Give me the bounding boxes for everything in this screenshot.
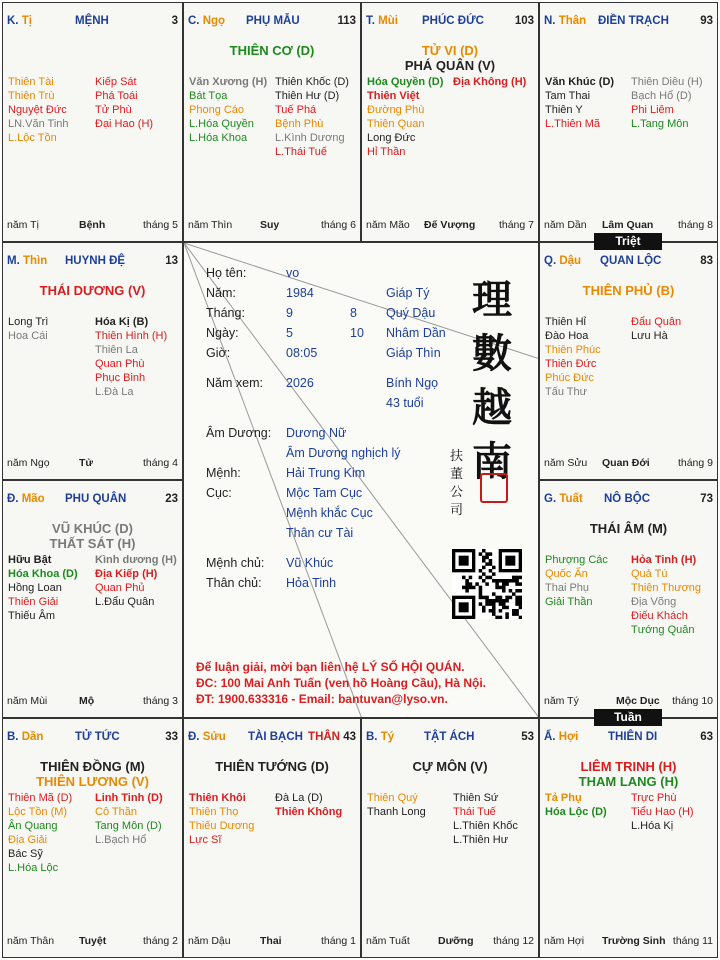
palace-branch: T. Mùi xyxy=(366,15,398,27)
palace-footer xyxy=(544,695,713,709)
minor-star: Thiên Quan xyxy=(367,118,425,130)
triet-badge: Triệt xyxy=(594,233,662,250)
minor-star: Thiên Quý xyxy=(367,792,418,804)
footer-year: năm Mùi xyxy=(7,695,48,707)
label-nam-xem: Năm xem: xyxy=(206,376,263,390)
minor-star: Thai Phụ xyxy=(545,582,590,594)
minor-star: Thiếu Dương xyxy=(189,820,255,832)
footer-year: năm Thân xyxy=(7,935,55,947)
palace-dau[interactable] xyxy=(539,242,718,480)
footer-month: tháng 8 xyxy=(677,219,713,231)
palace-age-number: 73 xyxy=(700,493,713,505)
minor-star: Quan Phủ xyxy=(95,582,145,594)
footer-year: năm Dậu xyxy=(188,935,231,947)
minor-star: Lộc Tồn (M) xyxy=(8,806,68,818)
minor-star: L.Lộc Tồn xyxy=(8,132,57,144)
minor-star: Thiên Trù xyxy=(8,90,55,102)
minor-star: Nguyệt Đức xyxy=(8,104,67,116)
main-star: THÁI ÂM (M) xyxy=(589,521,668,536)
minor-star: Phi Liêm xyxy=(631,104,674,116)
star-column-right xyxy=(275,75,349,159)
value-gio-can: Giáp Thìn xyxy=(386,346,441,360)
minor-star: Quả Tú xyxy=(631,568,668,580)
minor-star: Thiên Y xyxy=(545,104,583,116)
minor-star: Hóa Quyền (D) xyxy=(367,76,444,88)
main-star: THẤT SÁT (H) xyxy=(49,536,136,551)
minor-star: Tử Phù xyxy=(95,104,132,116)
minor-star: Lực Sĩ xyxy=(189,834,222,846)
palace-age-number: 33 xyxy=(165,731,178,743)
star-column-right xyxy=(631,75,703,131)
star-column-right xyxy=(95,791,163,847)
main-star: THIÊN TƯỚNG (D) xyxy=(215,759,329,774)
star-column-right xyxy=(95,553,177,609)
minor-star: Địa Võng xyxy=(631,596,677,608)
minor-star: Phong Cáo xyxy=(189,104,245,116)
tuan-badge: Tuần xyxy=(594,709,662,726)
minor-star: L.Thiên Hư xyxy=(453,834,509,846)
value-nam-xem: 2026 xyxy=(286,376,314,390)
palace-name: QUAN LỘC xyxy=(600,255,662,267)
footer-month: tháng 11 xyxy=(672,935,713,947)
palace-mao[interactable] xyxy=(2,480,183,718)
star-column-left xyxy=(8,315,48,343)
minor-star: Thiên Mã (D) xyxy=(8,792,73,804)
palace-age-number: 93 xyxy=(700,15,713,27)
calligraphy-logo: 理 數 越 南 xyxy=(472,276,512,485)
palace-branch: M. Thìn xyxy=(7,255,48,267)
minor-star: L.Thái Tuế xyxy=(275,146,327,158)
footer-stage: Tử xyxy=(79,457,94,469)
star-column-left xyxy=(8,553,78,623)
footer-month: tháng 4 xyxy=(142,457,178,469)
value-than-chu: Hỏa Tinh xyxy=(286,576,337,590)
minor-star: Bát Tọa xyxy=(189,90,228,102)
minor-star: L.Hóa Quyền xyxy=(189,118,254,130)
value-thang-can: Quý Dậu xyxy=(386,306,436,320)
palace-age-number: 13 xyxy=(165,255,178,267)
palace-footer xyxy=(366,935,534,949)
main-star: THIÊN ĐỒNG (M) xyxy=(40,759,145,774)
palace-footer xyxy=(7,935,178,949)
qr-code-icon[interactable] xyxy=(452,549,522,619)
minor-star: L.Hóa Lộc xyxy=(8,862,59,874)
minor-star: Điếu Khách xyxy=(631,610,688,622)
star-column-right xyxy=(95,75,153,131)
minor-star: LN.Văn Tinh xyxy=(8,118,69,130)
footer-stage: Lâm Quan xyxy=(602,219,654,231)
palace-name: MỆNH xyxy=(75,15,109,27)
palace-ti[interactable] xyxy=(2,2,183,242)
minor-star: Đại Hao (H) xyxy=(95,118,154,130)
minor-star: Linh Tinh (D) xyxy=(95,792,163,804)
palace-name: NÔ BỘC xyxy=(604,493,650,505)
minor-star: Thiên Khốc (D) xyxy=(275,76,349,88)
palace-ty[interactable] xyxy=(361,718,539,958)
label-than-chu: Thân chủ: xyxy=(206,576,262,590)
footer-stage: Mộc Dục xyxy=(616,695,660,707)
palace-name: PHÚC ĐỨC xyxy=(422,15,484,27)
minor-star: Tướng Quân xyxy=(631,624,695,636)
label-gio: Giờ: xyxy=(206,346,231,360)
star-column-left xyxy=(8,75,69,145)
minor-star: L.Thiên Khốc xyxy=(453,820,518,832)
value-ngay-can: Nhâm Dần xyxy=(386,326,446,340)
value-gio: 08:05 xyxy=(286,346,318,360)
minor-star: Bạch Hổ (D) xyxy=(631,90,692,102)
footer-year: năm Ngọ xyxy=(7,457,50,469)
minor-star: Bác Sỹ xyxy=(8,848,43,860)
label-ngay: Ngày: xyxy=(206,326,239,340)
minor-star: Phục Binh xyxy=(95,372,146,384)
palace-branch: Đ. Sửu xyxy=(188,731,226,743)
footer-stage: Thai xyxy=(260,935,282,947)
star-column-right xyxy=(453,75,526,89)
main-star: THÁI DƯƠNG (V) xyxy=(39,283,146,298)
minor-star: Đào Hoa xyxy=(545,330,589,342)
minor-star: Thiên Đức xyxy=(545,358,597,370)
footer-month: tháng 1 xyxy=(320,935,356,947)
minor-star: Thiên Thọ xyxy=(189,806,239,818)
label-am-duong: Âm Dương: xyxy=(206,426,272,440)
palace-ngo[interactable] xyxy=(183,2,361,242)
value-nam-xem-can: Bính Ngọ xyxy=(386,376,439,390)
palace-thin[interactable] xyxy=(2,242,183,480)
palace-branch: B. Dần xyxy=(7,731,44,743)
palace-than[interactable] xyxy=(539,2,718,242)
palace-header xyxy=(7,731,178,745)
minor-star: Đẩu Quân xyxy=(631,316,682,328)
minor-star: Tam Thai xyxy=(545,90,591,102)
palace-name: HUYNH ĐỆ xyxy=(65,255,126,267)
contact-line-1: Để luận giải, mời bạn liên hệ LÝ SỐ HỘI QUÁN. xyxy=(196,660,465,674)
label-nam: Năm: xyxy=(206,286,236,300)
palace-name: TÀI BẠCH xyxy=(248,731,303,743)
minor-star: Thiên Diêu (H) xyxy=(631,76,703,88)
minor-star: Địa Không (H) xyxy=(453,76,527,88)
palace-branch: Đ. Mão xyxy=(7,493,45,505)
star-column-right xyxy=(631,791,694,833)
minor-star: Phượng Các xyxy=(545,554,608,566)
minor-star: Hóa Kị (B) xyxy=(95,316,149,328)
main-star: VŨ KHÚC (D) xyxy=(52,521,133,536)
center-info-panel xyxy=(183,242,539,718)
minor-star: Quốc Ấn xyxy=(545,568,588,580)
palace-branch: Ấ. Hợi xyxy=(544,731,579,743)
minor-star: L.Kình Dương xyxy=(275,132,345,144)
minor-star: Thiên Sứ xyxy=(453,792,499,804)
minor-star: Thiên Hỉ xyxy=(545,316,586,328)
minor-star: Phá Toái xyxy=(95,90,138,102)
value-thang-2: 8 xyxy=(350,306,357,320)
main-star: PHÁ QUÂN (V) xyxy=(404,58,496,73)
label-menh-chu: Mệnh chủ: xyxy=(206,556,265,570)
minor-star: Quan Phù xyxy=(95,358,145,370)
palace-name: TẬT ÁCH xyxy=(424,731,475,743)
palace-age-number: 113 xyxy=(337,15,356,27)
minor-star: Thiên La xyxy=(95,344,138,356)
palace-header xyxy=(7,255,178,269)
minor-star: Tấu Thư xyxy=(545,386,588,398)
minor-star: L.Tang Môn xyxy=(631,118,689,130)
footer-month: tháng 6 xyxy=(320,219,356,231)
minor-star: Thái Tuế xyxy=(453,806,496,818)
footer-month: tháng 3 xyxy=(142,695,178,707)
footer-month: tháng 9 xyxy=(677,457,713,469)
label-ho-ten: Họ tên: xyxy=(206,266,247,280)
minor-star: L.Hóa Khoa xyxy=(189,132,248,144)
palace-branch: C. Ngọ xyxy=(188,15,226,27)
palace-name: PHỤ MẪU xyxy=(246,15,300,27)
value-cuc-3: Thân cư Tài xyxy=(286,526,354,540)
star-column-left xyxy=(189,75,267,145)
palace-footer xyxy=(544,935,713,949)
footer-year: năm Tuất xyxy=(366,935,410,947)
footer-year: năm Tị xyxy=(7,219,39,231)
palace-header xyxy=(366,731,534,745)
minor-star: Tang Môn (D) xyxy=(95,820,162,832)
footer-year: năm Thìn xyxy=(188,219,233,231)
palace-age-number: 53 xyxy=(521,731,534,743)
minor-star: Thiên Hư (D) xyxy=(275,90,340,102)
main-star: TỬ VI (D) xyxy=(421,43,479,58)
palace-dan[interactable] xyxy=(2,718,183,958)
value-nam-can: Giáp Tý xyxy=(386,286,430,300)
palace-header xyxy=(7,493,178,507)
palace-name: PHU QUÂN xyxy=(65,493,127,505)
palace-footer xyxy=(366,219,534,233)
palace-branch: K. Tị xyxy=(7,15,32,27)
minor-star: Phúc Đức xyxy=(545,372,594,384)
minor-star: Đà La (D) xyxy=(275,792,323,804)
minor-star: Địa Giải xyxy=(8,834,48,846)
palace-header xyxy=(544,731,713,745)
palace-age-number: 43 xyxy=(343,731,356,743)
footer-stage: Bệnh xyxy=(79,219,106,231)
minor-star: Hóa Lộc (D) xyxy=(545,806,607,818)
minor-star: Long Đức xyxy=(367,132,416,144)
palace-footer xyxy=(544,219,713,233)
contact-line-3: ĐT: 1900.633316 - Email: bantuvan@lyso.vn. xyxy=(196,692,448,706)
minor-star: Thiên Thương xyxy=(631,582,702,594)
minor-star: Bệnh Phù xyxy=(275,118,324,130)
horoscope-chart xyxy=(2,2,718,958)
minor-star: L.Hóa Kị xyxy=(631,820,674,832)
star-column-left xyxy=(545,791,607,819)
palace-header xyxy=(7,15,178,29)
minor-star: Thiếu Âm xyxy=(8,610,56,622)
value-am-duong-1: Dương Nữ xyxy=(286,426,347,440)
main-star: THIÊN LƯƠNG (V) xyxy=(36,774,149,789)
value-ngay-2: 10 xyxy=(350,326,364,340)
palace-header xyxy=(544,255,713,269)
palace-footer xyxy=(7,219,178,233)
value-menh-chu: Vũ Khúc xyxy=(286,556,334,570)
minor-star: L.Đà La xyxy=(95,386,134,398)
palace-branch: G. Tuất xyxy=(544,493,583,505)
palace-branch: B. Tý xyxy=(366,731,395,743)
footer-year: năm Hợi xyxy=(544,935,585,947)
palace-header xyxy=(188,15,356,29)
minor-star: Thiên Hình (H) xyxy=(95,330,168,342)
footer-year: năm Mão xyxy=(366,219,410,231)
value-nam: 1984 xyxy=(286,286,314,300)
minor-star: Tả Phụ xyxy=(545,792,582,804)
palace-age-number: 3 xyxy=(171,15,178,27)
footer-stage: Mộ xyxy=(79,695,95,707)
minor-star: Kiếp Sát xyxy=(95,76,137,88)
star-column-right xyxy=(631,553,701,637)
minor-star: Hữu Bật xyxy=(8,554,52,566)
label-menh: Mệnh: xyxy=(206,466,241,480)
minor-star: Hỏa Tinh (H) xyxy=(631,554,697,566)
minor-star: L.Bạch Hổ xyxy=(95,834,147,846)
minor-star: Ân Quang xyxy=(8,820,58,832)
red-seal-icon xyxy=(480,473,508,503)
main-star: CỰ MÔN (V) xyxy=(412,759,488,774)
footer-month: tháng 5 xyxy=(142,219,178,231)
minor-star: Thiên Phúc xyxy=(545,344,601,356)
star-column-left xyxy=(545,553,608,609)
label-thang: Tháng: xyxy=(206,306,245,320)
value-ngay-1: 5 xyxy=(286,326,293,340)
minor-star: Thiên Việt xyxy=(367,90,420,102)
minor-star: Hồng Loan xyxy=(8,582,62,594)
palace-header xyxy=(366,15,534,29)
palace-footer xyxy=(544,457,713,471)
palace-header xyxy=(188,731,356,745)
minor-star: Lưu Hà xyxy=(631,330,668,342)
palace-mui[interactable] xyxy=(361,2,539,242)
value-thang-1: 9 xyxy=(286,306,293,320)
minor-star: Trực Phù xyxy=(631,792,677,804)
minor-star: Văn Xương (H) xyxy=(189,76,268,88)
palace-age-number: 103 xyxy=(514,15,534,27)
value-cuc-2: Mệnh khắc Cục xyxy=(286,506,373,520)
star-column-right xyxy=(275,791,342,819)
main-star: THIÊN PHỦ (B) xyxy=(582,283,675,298)
footer-stage: Đế Vượng xyxy=(424,219,476,231)
value-tuoi: 43 tuổi xyxy=(386,396,424,410)
footer-stage: Suy xyxy=(260,219,280,231)
minor-star: L.Thiên Mã xyxy=(545,118,601,130)
palace-header xyxy=(544,15,713,29)
footer-stage: Quan Đới xyxy=(602,457,650,469)
palace-tuat[interactable] xyxy=(539,480,718,718)
palace-footer xyxy=(7,695,178,709)
palace-footer xyxy=(188,935,356,949)
palace-name: ĐIỀN TRẠCH xyxy=(598,15,669,27)
minor-star: Văn Khúc (D) xyxy=(545,76,615,88)
than-marker: THÂN xyxy=(308,731,340,743)
contact-line-2: ĐC: 100 Mai Anh Tuấn (ven hồ Hoàng Cầu), Hà Nội. xyxy=(196,676,487,690)
minor-star: Long Trì xyxy=(8,316,49,328)
star-column-left xyxy=(367,75,443,159)
minor-star: Tiểu Hao (H) xyxy=(631,806,694,818)
value-cuc-1: Mộc Tam Cục xyxy=(286,486,363,500)
palace-hoi[interactable] xyxy=(539,718,718,958)
minor-star: Kình dương (H) xyxy=(95,554,177,566)
footer-month: tháng 12 xyxy=(493,935,534,947)
minor-star: Đường Phù xyxy=(367,104,425,116)
palace-name: TỬ TỨC xyxy=(75,731,120,743)
palace-name: THIÊN DI xyxy=(608,731,658,743)
minor-star: Hóa Khoa (D) xyxy=(8,568,78,580)
star-column-left xyxy=(545,315,601,399)
minor-star: Thanh Long xyxy=(367,806,426,818)
star-column-left xyxy=(367,791,426,819)
value-menh: Hải Trung Kim xyxy=(286,466,366,480)
footer-stage: Dưỡng xyxy=(438,935,474,947)
palace-age-number: 63 xyxy=(700,731,713,743)
footer-stage: Trường Sinh xyxy=(602,935,666,947)
minor-star: Thiên Khôi xyxy=(189,792,246,804)
star-column-right xyxy=(453,791,518,847)
star-column-left xyxy=(8,791,72,875)
star-column-right xyxy=(631,315,681,343)
minor-star: Thiên Tài xyxy=(8,76,54,88)
palace-header xyxy=(544,493,713,507)
footer-year: năm Tý xyxy=(544,695,579,707)
main-star: THAM LANG (H) xyxy=(578,774,679,789)
minor-star: Địa Kiếp (H) xyxy=(95,568,158,580)
palace-branch: Q. Dậu xyxy=(544,255,582,267)
seal-side-text: 扶 董 公 司 xyxy=(450,449,464,518)
palace-branch: N. Thân xyxy=(544,15,587,27)
value-am-duong-2: Âm Dương nghịch lý xyxy=(286,446,401,460)
minor-star: Tuế Phá xyxy=(275,104,317,116)
footer-stage: Tuyệt xyxy=(79,935,107,947)
minor-star: Thiên Giải xyxy=(8,596,59,608)
palace-suu[interactable] xyxy=(183,718,361,958)
star-column-right xyxy=(95,315,167,399)
footer-month: tháng 10 xyxy=(672,695,713,707)
palace-footer xyxy=(7,457,178,471)
palace-footer xyxy=(188,219,356,233)
label-cuc: Cục: xyxy=(206,486,232,500)
footer-year: năm Dần xyxy=(544,219,587,231)
star-column-left xyxy=(189,791,254,847)
footer-year: năm Sửu xyxy=(544,457,588,469)
star-column-left xyxy=(545,75,614,131)
main-star: THIÊN CƠ (D) xyxy=(229,43,315,58)
palace-age-number: 23 xyxy=(165,493,178,505)
value-ho-ten: vo xyxy=(286,266,300,280)
minor-star: Hỉ Thần xyxy=(367,146,406,158)
minor-star: L.Đẩu Quân xyxy=(95,596,155,608)
minor-star: Hoa Cái xyxy=(8,330,48,342)
footer-month: tháng 2 xyxy=(142,935,178,947)
palace-age-number: 83 xyxy=(700,255,713,267)
minor-star: Giải Thần xyxy=(545,596,593,608)
minor-star: Cô Thần xyxy=(95,806,137,818)
footer-month: tháng 7 xyxy=(498,219,534,231)
main-star: LIÊM TRINH (H) xyxy=(580,759,677,774)
minor-star: Thiên Không xyxy=(275,806,343,818)
